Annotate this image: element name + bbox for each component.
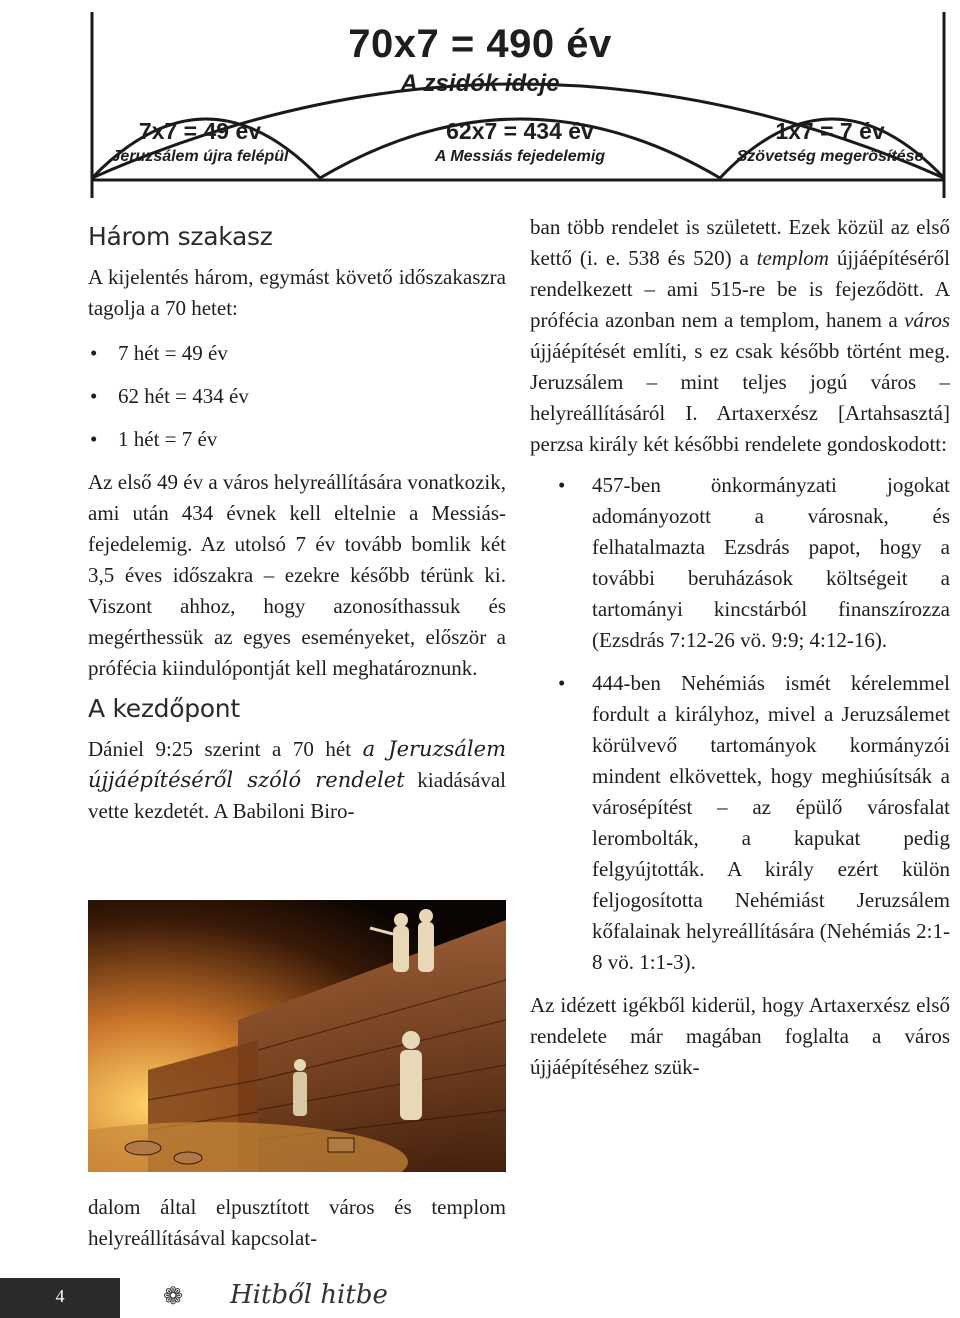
- page-number: 4: [55, 1286, 65, 1306]
- decrees-paragraph: ban több rendelet is született. Ezek közül az első kettő (i. e. 538 és 520) a templom újjáépítéséről rendelkezett – ami 515-re be is fejeződött. A prófécia azonban nem a templom, hanem a város újjáépítését említi, s ez csak később történt meg. Jeruzsálem – mint teljes jogú város – helyreállításáról I. Artaxerxész [Artahsasztá] perzsa király két későbbi rendelete gondoskodott:: [530, 215, 950, 456]
- right-column: [530, 212, 950, 1083]
- segment-2-subtitle: A Messiás fejedelemig: [434, 148, 606, 165]
- segment-1-title: 7x7 = 49 év: [138, 118, 262, 144]
- segment-1-subtitle: Jeruzsálem újra felépül: [111, 148, 289, 165]
- segment-2-title: 62x7 = 434 év: [446, 118, 594, 144]
- conclusion-paragraph: Az idézett igékből kiderül, hogy Artaxerxész első rendelete már magában foglalta a város újjáépítéséhez szük-: [530, 993, 950, 1079]
- left-column: [88, 212, 506, 827]
- jerusalem-rebuilding-illustration: [88, 900, 506, 1172]
- stage-item: • 1 hét = 7 év: [118, 418, 506, 461]
- stage-list: [88, 332, 506, 461]
- heading-three-stages: Három szakasz: [88, 222, 273, 251]
- decree-item: • 457-ben önkormányzati jogokat adományozott a városnak, és felhatalmazta Ezsdrás papot, hogy a további beruházások költségeit a tartományi kincstárból finanszírozza (Ezsdrás 7:12-26 vö. 9:9; 4:12-16).: [592, 470, 950, 656]
- heading-starting-point: A kezdőpont: [88, 694, 240, 723]
- decree-quote: a Jeruzsálem újjáépítéséről szóló rendelet: [88, 737, 506, 792]
- decree-list: [530, 470, 950, 978]
- left-continuation: dalom által elpusztított város és templom helyreállításával kapcsolat-: [88, 1195, 506, 1250]
- timeline-subtitle: A zsidók ideje: [400, 70, 560, 97]
- timeline-title: 70x7 = 490 év: [348, 22, 612, 66]
- segment-3-title: 1x7 = 7 év: [775, 118, 885, 144]
- magazine-title: Hitből hitbe: [230, 1280, 388, 1310]
- stages-paragraph: Az első 49 év a város helyreállítására vonatkozik, ami után 434 évnek kell eltelnie a Messiás-fejedelemig. Az utolsó 7 év tovább bomlik két 3,5 éves időszakra – ezekre később térünk ki. Viszont ahhoz, hogy azonosíthassuk és megérthessük az egyes eseményeket, először a prófécia kiindulópontját kell meghatároznunk.: [88, 470, 506, 680]
- ornament-icon: ❁: [163, 1284, 184, 1310]
- intro-paragraph: A kijelentés három, egymást követő időszakaszra tagolja a 70 hetet:: [88, 265, 506, 320]
- starting-point-paragraph: Dániel 9:25 szerint a 70 hét a Jeruzsálem újjáépítéséről szóló rendelet kiadásával vette kezdetét. A Babiloni Biro-: [88, 737, 506, 823]
- decree-item: • 444-ben Nehémiás ismét kérelemmel fordult a királyhoz, mivel a Jeruzsálemet körülvevő tartományok kormányzói mindent elkövettek, hogy meghiúsítsák a városépítést – az épülő városfalat lerombolták, a kapukat pedig felgyújtották. A király ezért külön feljogosította Nehémiást Jeruzsálem kőfalainak helyreállítására (Nehémiás 2:1-8 vö. 1:1-3).: [592, 668, 950, 978]
- segment-3-subtitle: Szövetség megerősítése: [736, 148, 924, 165]
- stage-item: • 7 hét = 49 év: [118, 332, 506, 375]
- stage-item: • 62 hét = 434 év: [118, 375, 506, 418]
